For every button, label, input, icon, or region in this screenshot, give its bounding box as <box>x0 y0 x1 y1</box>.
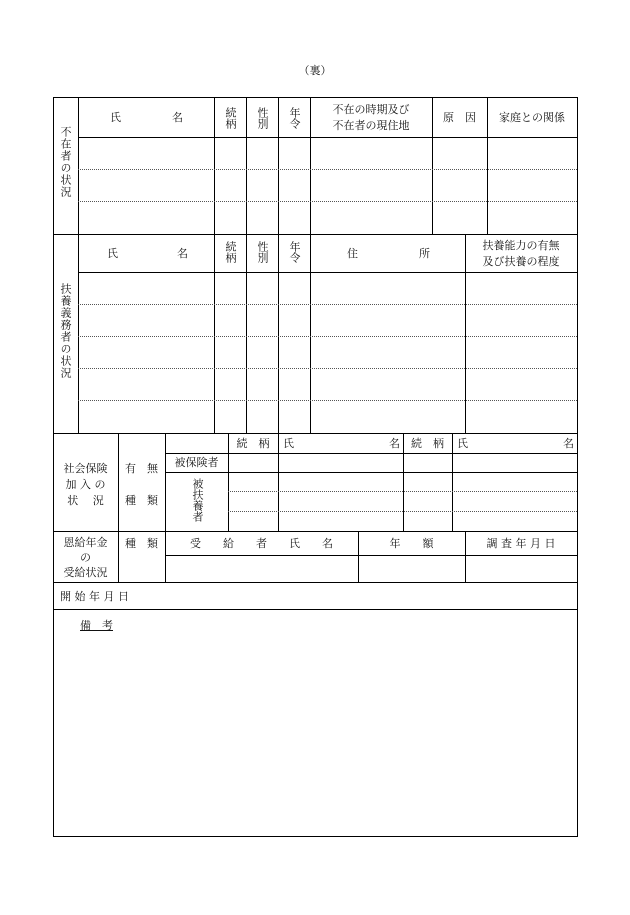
insurance-name-header-b: 名 <box>389 437 400 450</box>
supporter-row-divider <box>78 368 577 369</box>
supporter-address-header-a: 住 <box>347 247 358 260</box>
insurance-insured-bottom <box>165 472 577 473</box>
supporter-header-bottom <box>78 272 577 273</box>
absentee-sex-header: 性別 <box>256 107 269 129</box>
insurance-row-divider <box>228 511 577 512</box>
insurance-section-label-line2: 加 入 の <box>65 478 106 491</box>
supporter-relationship-header: 続柄 <box>224 241 237 263</box>
insurance-relationship-header-2: 続 柄 <box>411 437 444 450</box>
supporter-row-divider <box>78 400 577 401</box>
insurance-header-bottom <box>165 453 577 454</box>
insurance-name-header-a-2: 氏 <box>457 437 468 450</box>
absentee-time-header-line2: 不在者の現住地 <box>332 119 410 132</box>
start-date-label: 開 始 年 月 日 <box>60 590 129 603</box>
insurance-name-header-a: 氏 <box>283 437 294 450</box>
absentee-name-header-b: 名 <box>172 111 183 124</box>
insurance-kind-label: 種 類 <box>125 494 158 507</box>
frame-bottom <box>53 836 578 837</box>
supporter-ability-header-line2: 及び扶養の程度 <box>482 255 560 268</box>
supporter-address-header-b: 所 <box>419 247 430 260</box>
supporter-row-divider <box>78 336 577 337</box>
pension-section-bottom <box>53 582 578 583</box>
insurance-relationship-header: 続 柄 <box>236 437 270 450</box>
insurance-presence-label: 有 無 <box>125 462 158 475</box>
start-date-row-bottom <box>53 609 578 610</box>
pension-header-bottom <box>165 555 577 556</box>
absentee-cause-header: 原 因 <box>443 111 476 124</box>
absentee-row-divider <box>78 169 577 170</box>
absentee-family-relation-header: 家庭との関係 <box>499 111 565 124</box>
pension-section-label-line1: 恩給年金 <box>63 536 108 549</box>
absentee-label-divider <box>78 97 79 234</box>
absentee-age-header: 年令 <box>288 107 301 129</box>
page-title: （裏） <box>298 64 332 77</box>
supporter-name-header-a: 氏 <box>107 247 118 260</box>
absentee-relationship-header: 続柄 <box>224 107 237 129</box>
pension-section-label-line3: 受給状況 <box>63 566 108 579</box>
absentee-section-bottom <box>53 234 578 235</box>
absentee-name-header-a: 氏 <box>110 111 121 124</box>
frame-top <box>53 97 578 98</box>
insurance-section-bottom <box>53 531 578 532</box>
absentee-time-header-line1: 不在の時期及び <box>332 103 410 116</box>
insurance-section-label-line1: 社会保険 <box>63 462 108 475</box>
insurance-section-label-line3: 状 況 <box>67 494 104 507</box>
frame-right <box>577 97 578 837</box>
absentee-row-divider <box>78 201 577 202</box>
insurance-insured-label: 被保険者 <box>174 456 219 469</box>
pension-kind-label: 種 類 <box>125 537 158 550</box>
insurance-dependents-label: 被扶養者 <box>191 478 204 522</box>
supporter-section-bottom <box>53 433 578 434</box>
supporter-age-header: 年令 <box>288 241 301 263</box>
supporter-name-header-b: 名 <box>177 247 188 260</box>
supporter-ability-header-line1: 扶養能力の有無 <box>482 239 560 252</box>
insurance-name-header-b-2: 名 <box>563 437 574 450</box>
insurance-row-divider <box>228 491 577 492</box>
absentee-section-label: 不在者の状況 <box>59 126 72 198</box>
pension-recipient-name-header: 受 給 者 氏 名 <box>190 537 333 550</box>
absentee-header-bottom <box>78 137 577 138</box>
supporter-label-divider <box>78 234 79 433</box>
pension-survey-date-header: 調 査 年 月 日 <box>486 537 556 550</box>
supporter-section-label: 扶養義務者の状況 <box>59 283 72 379</box>
remarks-label: 備 考 <box>80 619 113 632</box>
supporter-sex-header: 性別 <box>256 241 269 263</box>
pension-amount-header: 年 額 <box>389 537 434 550</box>
supporter-row-divider <box>78 304 577 305</box>
pension-section-label-line2: の <box>80 551 91 564</box>
